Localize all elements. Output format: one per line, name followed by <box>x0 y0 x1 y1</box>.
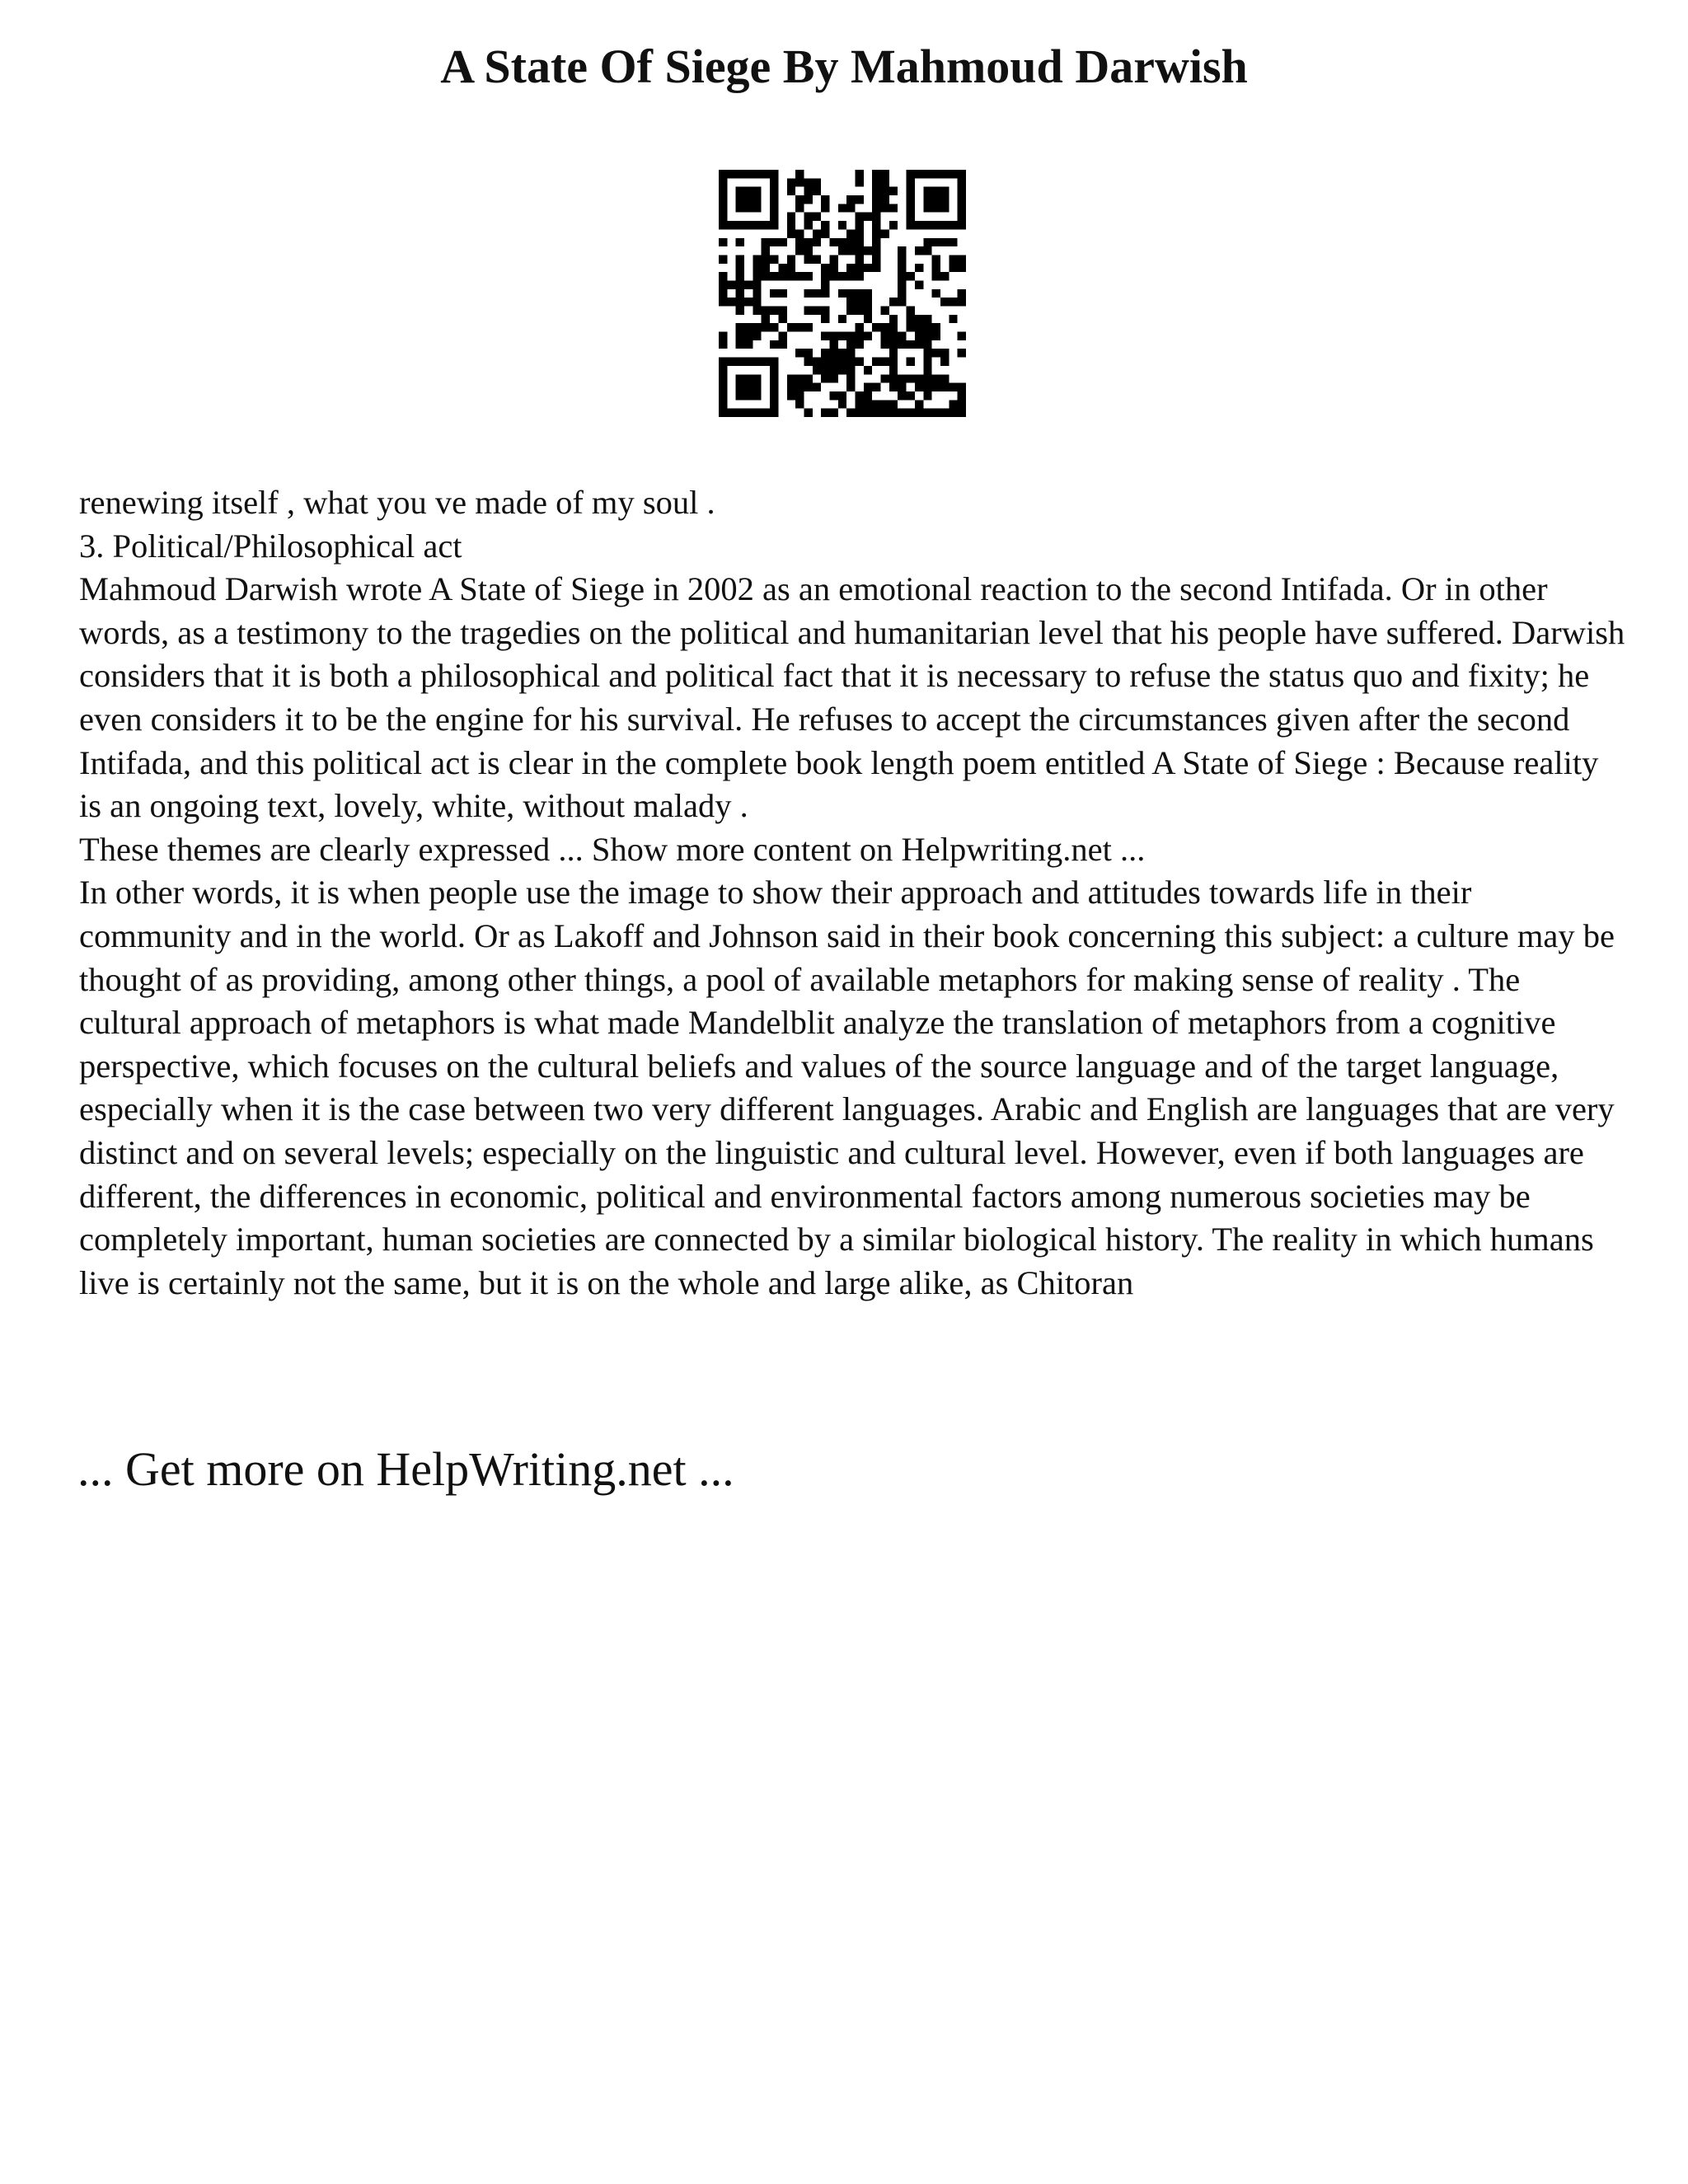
page-title: A State Of Siege By Mahmoud Darwish <box>440 40 1248 93</box>
qr-code-graphic <box>719 170 966 417</box>
paragraph: In other words, it is when people use the image to show their approach and attitudes towards life in their community and in the world. Or as Lakoff and Johnson said in their book concerning this subject: a culture may be thought of as providing, among other things, a pool of available metaphors for making sense of reality . The cultural approach of metaphors is what made Mandelblit analyze the translation of metaphors from a cognitive perspective, which focuses on the cultural beliefs and values of the source language and of the target language, especially when it is the case between two very different languages. Arabic and English are languages that are very distinct and on several levels; especially on the linguistic and cultural level. However, even if both languages are different, the differences in economic, political and environmental factors among numerous societies may be completely important, human societies are connected by a similar biological history. The reality in which humans live is certainly not the same, but it is on the whole and large alike, as Chitoran <box>79 874 1615 1301</box>
paragraph: Mahmoud Darwish wrote A State of Siege in 2002 as an emotional reaction to the second Intifada. Or in other words, as a testimony to the tragedies on the political and humanitarian level that his people have suffered. Darwish considers that it is both a philosophical and political fact that it is necessary to refuse the status quo and fixity; he even considers it to be the engine for his survival. He refuses to accept the circumstances given after the second Intifada, and this political act is clear in the complete book length poem entitled A State of Siege : Because reality is an ongoing text, lovely, white, without malady . <box>79 570 1625 825</box>
get-more-link[interactable]: ... Get more on HelpWriting.net ... <box>77 1442 734 1496</box>
document-body <box>79 481 1629 1305</box>
paragraph-fragment: renewing itself , what you ve made of my soul . <box>79 484 715 521</box>
qr-code-icon <box>719 170 966 417</box>
show-more-text: These themes are clearly expressed ... Show more content on Helpwriting.net ... <box>79 830 1146 868</box>
section-heading: 3. Political/Philosophical act <box>79 527 462 565</box>
